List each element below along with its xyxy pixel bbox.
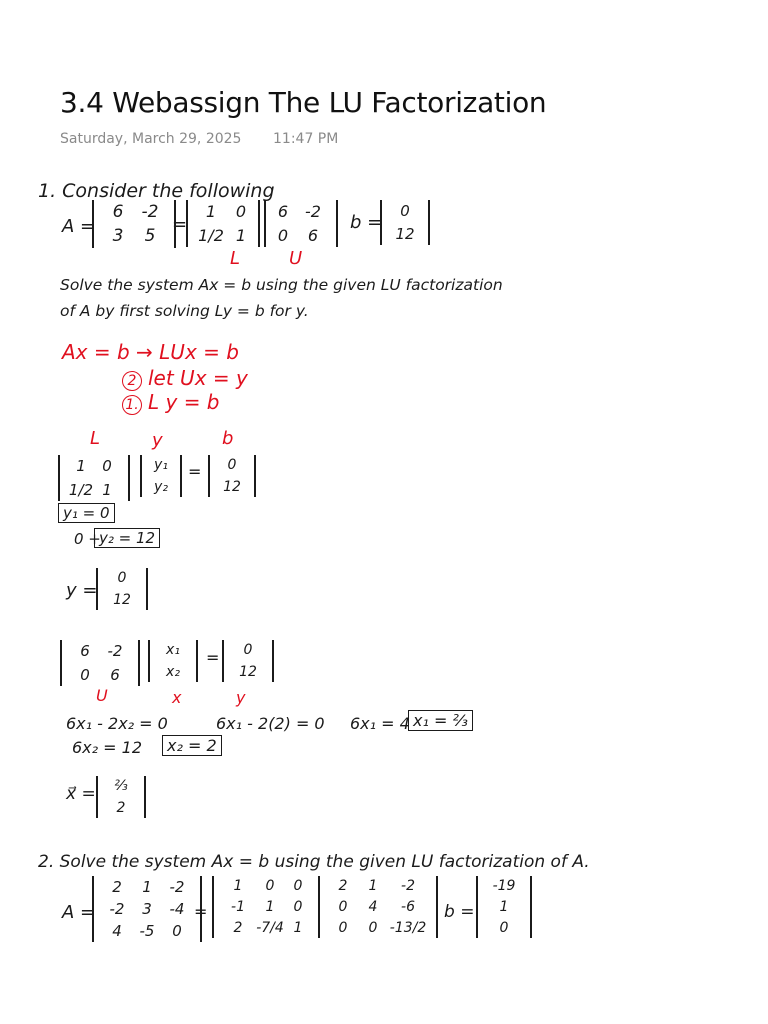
matrix-cell: 2 xyxy=(112,878,122,896)
equals-sign: = xyxy=(172,214,188,235)
matrix-cell: 6 xyxy=(277,202,289,221)
ly-vector-y xyxy=(140,455,182,497)
equation-b: 6x₁ - 2(2) = 0 xyxy=(216,714,325,733)
y-label: y = xyxy=(66,580,98,601)
matrix-cell: 0 xyxy=(80,666,90,684)
matrix-cell: 1 xyxy=(293,920,303,936)
instruction-line-1: Solve the system Ax = b using the given LU factorization xyxy=(60,276,503,294)
matrix-cell: 6 xyxy=(80,642,90,660)
matrix-cell: 0 xyxy=(338,899,348,915)
matrix-cell: 0 xyxy=(172,922,182,940)
head-b: b xyxy=(222,428,234,449)
matrix-cell: 0 xyxy=(243,642,253,658)
matrix-cell: 0 xyxy=(117,570,127,586)
head-l: L xyxy=(90,428,101,449)
tag-x: x xyxy=(172,688,182,707)
matrix-cell: 12 xyxy=(395,225,415,243)
step-number-2: 2 xyxy=(122,371,142,391)
x-vector xyxy=(96,776,146,818)
page-title: 3.4 Webassign The LU Factorization xyxy=(60,86,547,119)
x2-result-box: x₂ = 2 xyxy=(162,735,222,756)
matrix-cell: y₁ xyxy=(154,457,168,473)
matrix-cell: 0 xyxy=(277,226,289,245)
matrix-cell: 12 xyxy=(113,592,131,608)
matrix-cell: 1 xyxy=(235,226,247,245)
red-step-3 xyxy=(122,390,220,415)
page-date: Saturday, March 29, 2025 xyxy=(60,131,242,147)
problem2-b-label: b = xyxy=(444,902,475,922)
problem2-matrix-l xyxy=(212,876,320,938)
matrix-cell: 6 xyxy=(110,666,120,684)
matrix-cell: 1 xyxy=(76,457,86,475)
equals-sign: = xyxy=(194,902,208,921)
matrix-cell: 2 xyxy=(338,878,348,894)
matrix-cell: -7/4 xyxy=(256,920,284,936)
y1-result-box: y₁ = 0 xyxy=(58,503,115,523)
x-vector-label: x⃗ = xyxy=(66,784,96,804)
matrix-cell: -2 xyxy=(169,878,185,896)
matrix-cell: -2 xyxy=(305,202,321,221)
matrix-cell: -2 xyxy=(109,900,125,918)
matrix-cell: 0 xyxy=(227,457,237,473)
matrix-cell: x₂ xyxy=(166,664,180,680)
matrix-cell: 0 xyxy=(235,202,247,221)
x1-result-box: x₁ = ²⁄₃ xyxy=(408,710,473,731)
matrix-cell: -4 xyxy=(169,900,185,918)
equation-d: 6x₂ = 12 xyxy=(72,738,142,757)
matrix-cell: 1/2 xyxy=(198,226,224,245)
step-3-text: L y = b xyxy=(148,390,220,414)
problem2-matrix-a xyxy=(92,876,202,942)
y2-result-box: y₂ = 12 xyxy=(94,528,160,548)
matrix-cell: 1 xyxy=(233,878,243,894)
matrix-cell: -13/2 xyxy=(389,920,427,936)
matrix-cell: 3 xyxy=(112,226,124,246)
matrix-cell: 1 xyxy=(102,481,112,499)
equals-sign: = xyxy=(188,462,202,481)
matrix-cell: 4 xyxy=(112,922,122,940)
ux-matrix-u xyxy=(60,640,140,686)
matrix-cell: 12 xyxy=(239,664,257,680)
problem1-heading: 1. Consider the following xyxy=(38,180,275,202)
matrix-a xyxy=(92,200,176,248)
matrix-cell: 3 xyxy=(142,900,152,918)
equation-a: 6x₁ - 2x₂ = 0 xyxy=(66,714,168,733)
problem2-vector-b xyxy=(476,876,532,938)
problem1-a-label: A = xyxy=(62,216,96,237)
l-tag: L xyxy=(230,248,241,269)
matrix-u xyxy=(258,200,338,247)
tag-u: U xyxy=(96,686,108,705)
ux-vector-x xyxy=(148,640,198,682)
matrix-cell: 0 xyxy=(338,920,348,936)
matrix-cell: -2 xyxy=(401,878,415,894)
matrix-cell: 2 xyxy=(233,920,243,936)
matrix-cell: 4 xyxy=(368,899,378,915)
red-step-1: Ax = b → LUx = b xyxy=(62,340,239,364)
equals-sign: = xyxy=(206,648,220,667)
matrix-cell: 1 xyxy=(368,878,378,894)
matrix-cell: 6 xyxy=(307,226,319,245)
matrix-cell: 1 xyxy=(265,899,275,915)
matrix-cell: -6 xyxy=(401,899,415,915)
matrix-cell: 0 xyxy=(400,202,410,220)
vector-b xyxy=(380,200,430,245)
matrix-cell: 0 xyxy=(293,899,303,915)
matrix-cell: -19 xyxy=(492,878,516,894)
matrix-cell: 0 xyxy=(499,920,509,936)
matrix-cell: 0 xyxy=(368,920,378,936)
matrix-cell: 0 xyxy=(265,878,275,894)
matrix-cell: y₂ xyxy=(154,479,168,495)
u-tag: U xyxy=(289,248,303,269)
ux-vector-y xyxy=(222,640,274,682)
problem2-heading: 2. Solve the system Ax = b using the given LU factorization of A. xyxy=(38,852,590,872)
matrix-cell: 1 xyxy=(142,878,152,896)
y2-prefix: 0 + xyxy=(74,530,101,548)
matrix-cell: x₁ xyxy=(166,642,180,658)
equation-c: 6x₁ = 4 xyxy=(350,714,410,733)
ly-matrix-l xyxy=(58,455,130,501)
matrix-cell: -5 xyxy=(139,922,155,940)
step-number-1: 1. xyxy=(122,395,142,415)
matrix-cell: -1 xyxy=(231,899,245,915)
instruction-line-2: of A by first solving Ly = b for y. xyxy=(60,302,309,320)
matrix-cell: 1 xyxy=(205,202,217,221)
problem2-matrix-u xyxy=(318,876,438,938)
matrix-cell: 2 xyxy=(116,800,126,816)
matrix-cell: 1/2 xyxy=(68,481,94,499)
matrix-cell: 6 xyxy=(112,202,124,222)
matrix-cell: -2 xyxy=(141,202,159,222)
page-time: 11:47 PM xyxy=(273,131,339,147)
matrix-l xyxy=(186,200,266,247)
matrix-cell: 12 xyxy=(223,479,241,495)
problem1-b-label: b = xyxy=(350,212,383,233)
matrix-cell: -2 xyxy=(107,642,123,660)
matrix-cell: 5 xyxy=(144,226,156,246)
matrix-cell: 0 xyxy=(102,457,112,475)
matrix-cell: 0 xyxy=(293,878,303,894)
problem2-a-label: A = xyxy=(62,902,96,923)
tag-y: y xyxy=(236,688,246,707)
head-y: y xyxy=(152,430,163,451)
ly-vector-b xyxy=(208,455,256,497)
matrix-cell: 1 xyxy=(499,899,509,915)
red-step-2 xyxy=(122,366,248,391)
y-vector xyxy=(96,568,148,610)
step-2-text: let Ux = y xyxy=(148,366,248,390)
matrix-cell: ²⁄₃ xyxy=(114,778,128,794)
